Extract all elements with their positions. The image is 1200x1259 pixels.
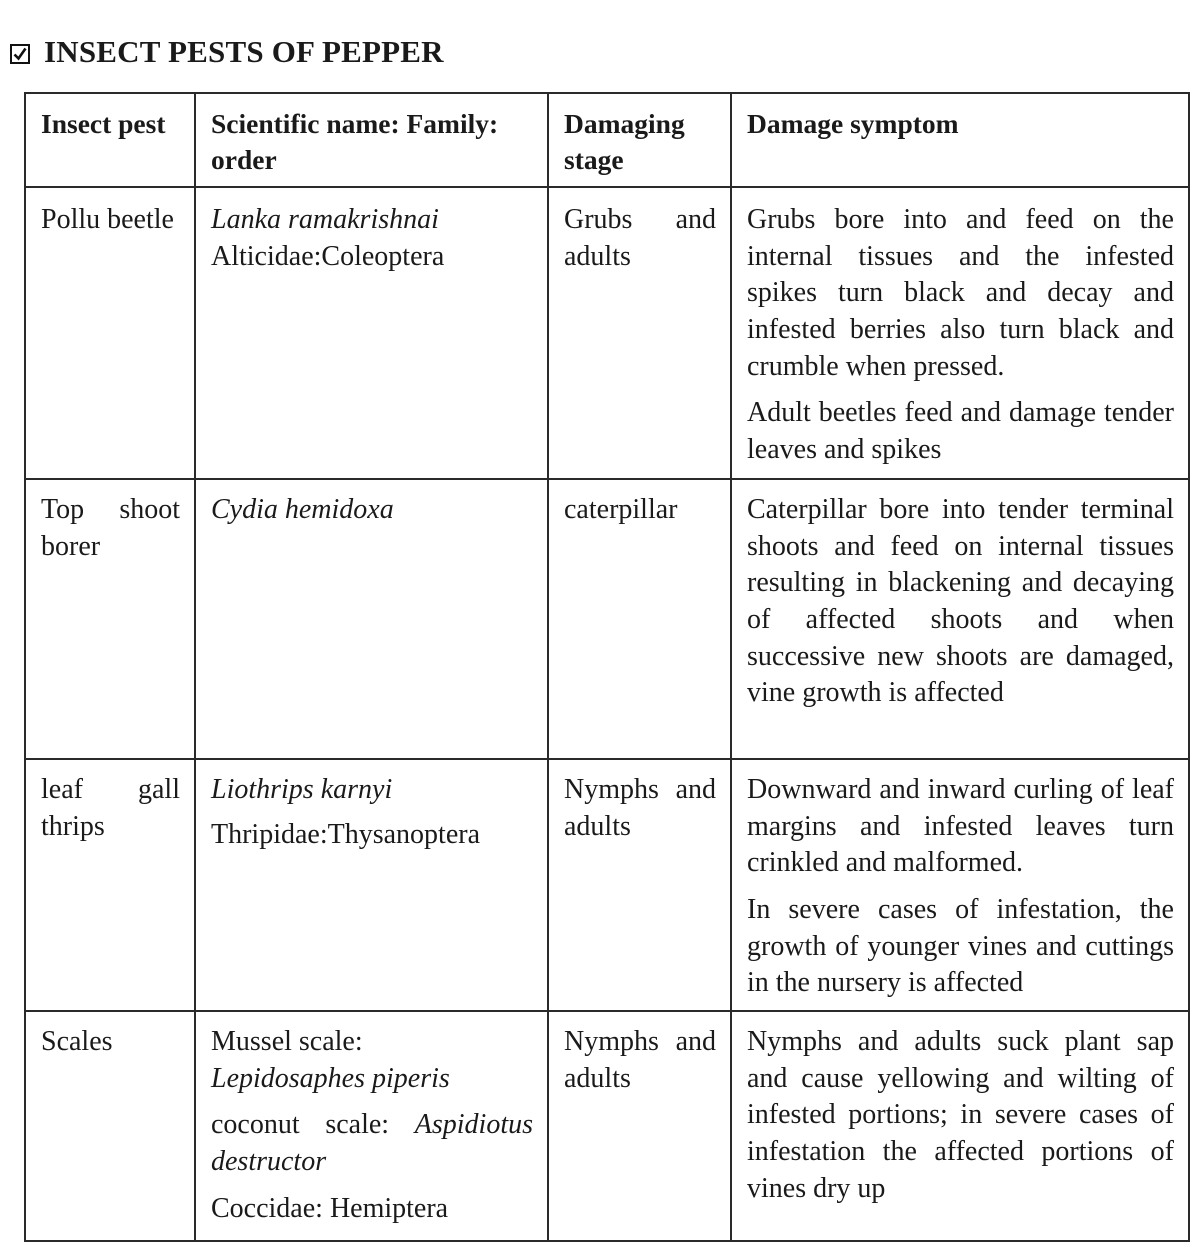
cell-scientific-name [195,1011,548,1241]
column-header-damage-symptom: Damage symptom [731,93,1189,187]
cell-damaging-stage: Nymphs and adults [548,1011,731,1241]
cell-insect-pest: Scales [25,1011,195,1241]
cell-insect-pest: Top shoot borer [25,479,195,759]
cell-damaging-stage: Nymphs and adults [548,759,731,1011]
symptom-paragraph: Downward and inward curling of leaf margins and infested leaves turn crinkled and malformed. [747,774,1174,879]
family-order: Alticidae:Coleoptera [211,240,445,272]
scientific-name: Lepidosaphes piperis [211,1062,450,1094]
cell-damaging-stage: caterpillar [548,479,731,759]
coconut-scale-entry [211,1107,533,1180]
cell-scientific-name [195,759,548,1011]
scientific-name: Aspidiotus destructor [211,1109,534,1178]
symptom-paragraph: Nymphs and adults suck plant sap and cause yellowing and wilting of infested portions; in severe cases of infestation the affected portions of vines dry up [747,1026,1174,1204]
symptom-paragraph: Caterpillar bore into tender terminal shoots and feed on internal tissues resulting in blackening and decaying of affected shoots and when successive new shoots are damaged, vine growth is affected [747,494,1174,709]
family-order: Thripidae:Thysanoptera [211,818,481,850]
symptom-paragraph: Grubs bore into and feed on the internal tissues and the infested spikes turn black and decay and infested berries also turn black and crumble when pressed. [747,204,1174,382]
scientific-name: Liothrips karnyi [211,774,393,806]
cell-insect-pest: leaf gall thrips [25,759,195,1011]
table-header-row [25,93,1189,187]
scientific-name: Cydia hemidoxa [211,494,394,526]
mussel-scale-label-line [211,1024,533,1061]
mussel-scale-label: Mussel scale: [211,1026,363,1058]
coconut-scale-label: coconut scale: [211,1109,390,1141]
column-header-scientific-name: Scientific name: Family: order [195,93,548,187]
cell-damage-symptom [731,1011,1189,1241]
cell-scientific-name [195,479,548,759]
table-row [25,1011,1189,1241]
pests-table [24,92,1190,1242]
scientific-name: Lanka ramakrishnai [211,204,439,236]
cell-damage-symptom [731,479,1189,759]
cell-damage-symptom [731,759,1189,1011]
cell-scientific-name [195,187,548,479]
cell-damaging-stage: Grubs and adults [548,187,731,479]
checked-box-icon [10,44,30,64]
column-header-insect-pest: Insect pest [25,93,195,187]
symptom-paragraph: Adult beetles feed and damage tender leaves and spikes [747,397,1174,466]
table-row [25,759,1189,1011]
family-order: Coccidae: Hemiptera [211,1192,449,1224]
table-row [25,479,1189,759]
page-title: INSECT PESTS OF PEPPER [44,34,444,69]
symptom-paragraph: In severe cases of infestation, the growth of younger vines and cuttings in the nursery is affected [747,894,1174,999]
table-row [25,187,1189,479]
column-header-damaging-stage: Damaging stage [548,93,731,187]
cell-damage-symptom [731,187,1189,479]
page-heading [10,34,444,70]
cell-insect-pest: Pollu beetle [25,187,195,479]
mussel-scale-entry [211,1024,533,1097]
